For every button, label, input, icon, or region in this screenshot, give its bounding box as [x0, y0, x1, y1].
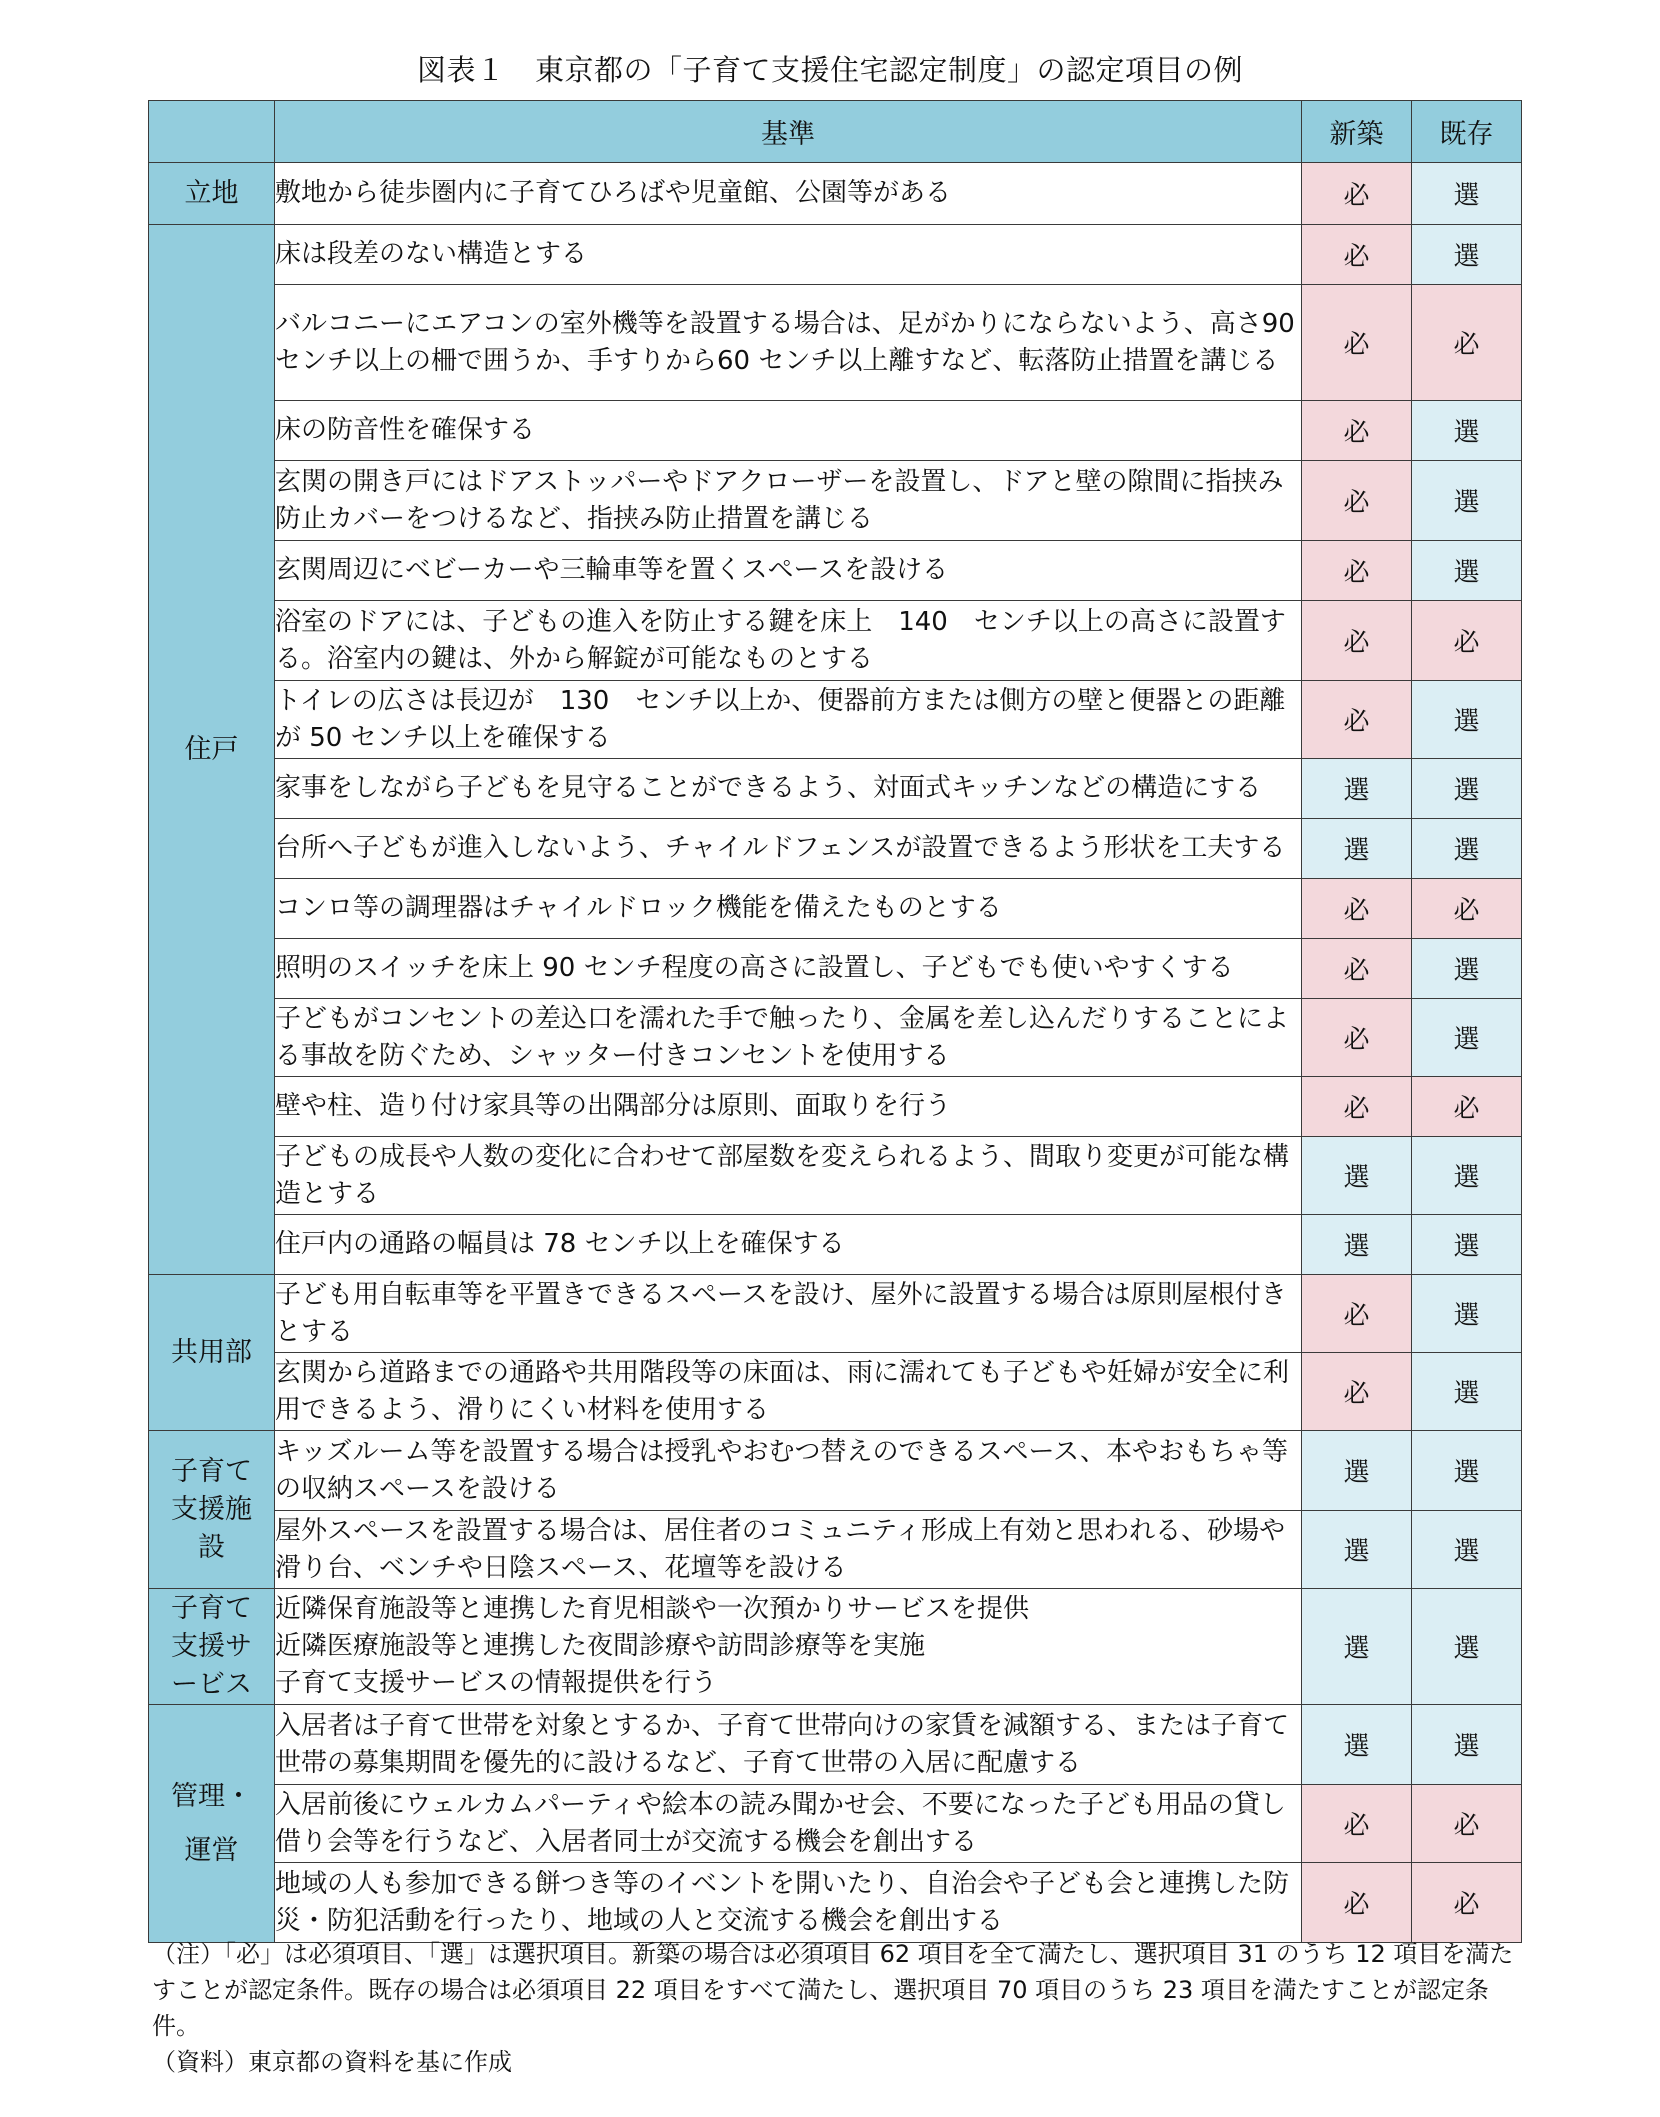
table-row	[149, 1275, 1522, 1353]
table-row	[149, 1785, 1522, 1863]
new-build-mark: 選	[1302, 759, 1412, 819]
new-build-mark: 必	[1302, 225, 1412, 285]
criteria-cell: 敷地から徒歩圏内に子育てひろばや児童館、公園等がある	[275, 163, 1302, 225]
table-row	[149, 1863, 1522, 1943]
criteria-cell: 床は段差のない構造とする	[275, 225, 1302, 285]
table-body	[149, 163, 1522, 1943]
existing-mark: 必	[1412, 1785, 1522, 1863]
category-cell	[149, 1589, 275, 1705]
table-row	[149, 1215, 1522, 1275]
existing-mark: 選	[1412, 999, 1522, 1077]
existing-mark: 必	[1412, 285, 1522, 401]
table-row	[149, 401, 1522, 461]
new-build-mark: 必	[1302, 879, 1412, 939]
new-build-mark: 選	[1302, 1705, 1412, 1785]
new-build-mark: 必	[1302, 1353, 1412, 1431]
criteria-cell	[275, 1589, 1302, 1705]
category-cell: 共用部	[149, 1275, 275, 1431]
category-line: 子育て	[171, 1455, 252, 1487]
existing-mark: 選	[1412, 759, 1522, 819]
existing-mark: 選	[1412, 1589, 1522, 1705]
header-existing: 既存	[1412, 101, 1522, 163]
figure-title: 図表１ 東京都の「子育て支援住宅認定制度」の認定項目の例	[416, 53, 1243, 87]
new-build-mark: 選	[1302, 1431, 1412, 1511]
table-row	[149, 1137, 1522, 1215]
table-row	[149, 1077, 1522, 1137]
category-line: 設	[198, 1531, 225, 1563]
table-row	[149, 999, 1522, 1077]
criteria-cell: 地域の人も参加できる餅つき等のイベントを開いたり、自治会や子ども会と連携した防災・防犯活動を行ったり、地域の人と交流する機会を創出する	[275, 1863, 1302, 1943]
header-new: 新築	[1302, 101, 1412, 163]
existing-mark: 必	[1412, 601, 1522, 681]
new-build-mark: 必	[1302, 163, 1412, 225]
criteria-cell: 家事をしながら子どもを見守ることができるよう、対面式キッチンなどの構造にする	[275, 759, 1302, 819]
criteria-cell: 照明のスイッチを床上 90 センチ程度の高さに設置し、子どもでも使いやすくする	[275, 939, 1302, 999]
note-text: （注）「必」は必須項目、「選」は選択項目。新築の場合は必須項目 62 項目を全て満たし、選択項目 31 のうち 12 項目を満たすことが認定条件。既存の場合は必須項目 22 項目をすべて満たし、選択項目 70 項目のうち 23 項目を満たすことが認定条件。	[152, 1940, 1514, 2040]
criteria-line: 近隣保育施設等と連携した育児相談や一次預かりサービスを提供	[275, 1594, 1030, 1624]
category-cell	[149, 1431, 275, 1589]
new-build-mark: 必	[1302, 1785, 1412, 1863]
existing-mark: 必	[1412, 1077, 1522, 1137]
existing-mark: 選	[1412, 1275, 1522, 1353]
category-cell	[149, 1705, 275, 1943]
table-row	[149, 461, 1522, 541]
table-row	[149, 879, 1522, 939]
existing-mark: 選	[1412, 1353, 1522, 1431]
table-row	[149, 225, 1522, 285]
header-criteria: 基準	[275, 101, 1302, 163]
new-build-mark: 必	[1302, 681, 1412, 759]
existing-mark: 選	[1412, 819, 1522, 879]
existing-mark: 選	[1412, 939, 1522, 999]
category-line: 支援サ	[171, 1630, 252, 1662]
new-build-mark: 必	[1302, 1275, 1412, 1353]
criteria-cell: 子ども用自転車等を平置きできるスペースを設け、屋外に設置する場合は原則屋根付きとする	[275, 1275, 1302, 1353]
source-text: （資料）東京都の資料を基に作成	[152, 2048, 512, 2076]
notes	[152, 1936, 1532, 2080]
existing-mark: 選	[1412, 401, 1522, 461]
new-build-mark: 必	[1302, 939, 1412, 999]
criteria-cell: 入居前後にウェルカムパーティや絵本の読み聞かせ会、不要になった子ども用品の貸し借り会等を行うなど、入居者同士が交流する機会を創出する	[275, 1785, 1302, 1863]
new-build-mark: 必	[1302, 601, 1412, 681]
criteria-cell: 台所へ子どもが進入しないよう、チャイルドフェンスが設置できるよう形状を工夫する	[275, 819, 1302, 879]
new-build-mark: 必	[1302, 285, 1412, 401]
new-build-mark: 必	[1302, 541, 1412, 601]
category-line: 運営	[184, 1834, 239, 1866]
existing-mark: 選	[1412, 1137, 1522, 1215]
existing-mark: 選	[1412, 1215, 1522, 1275]
criteria-line: 近隣医療施設等と連携した夜間診療や訪問診療等を実施	[275, 1631, 926, 1661]
new-build-mark: 選	[1302, 1137, 1412, 1215]
criteria-cell: 子どもの成長や人数の変化に合わせて部屋数を変えられるよう、間取り変更が可能な構造とする	[275, 1137, 1302, 1215]
existing-mark: 選	[1412, 1705, 1522, 1785]
criteria-cell: 浴室のドアには、子どもの進入を防止する鍵を床上 140 センチ以上の高さに設置する。浴室内の鍵は、外から解錠が可能なものとする	[275, 601, 1302, 681]
criteria-cell: 玄関周辺にベビーカーや三輪車等を置くスペースを設ける	[275, 541, 1302, 601]
table-row	[149, 1353, 1522, 1431]
criteria-cell: 屋外スペースを設置する場合は、居住者のコミュニティ形成上有効と思われる、砂場や滑り台、ベンチや日陰スペース、花壇等を設ける	[275, 1511, 1302, 1589]
table-row	[149, 939, 1522, 999]
existing-mark: 選	[1412, 541, 1522, 601]
criteria-cell: 床の防音性を確保する	[275, 401, 1302, 461]
existing-mark: 選	[1412, 681, 1522, 759]
table-row	[149, 819, 1522, 879]
existing-mark: 選	[1412, 1511, 1522, 1589]
new-build-mark: 必	[1302, 999, 1412, 1077]
table-row	[149, 601, 1522, 681]
table-row	[149, 1705, 1522, 1785]
table-row	[149, 1511, 1522, 1589]
category-cell: 立地	[149, 163, 275, 225]
new-build-mark: 選	[1302, 819, 1412, 879]
new-build-mark: 必	[1302, 461, 1412, 541]
category-line: 子育て	[171, 1592, 252, 1624]
table-row	[149, 1589, 1522, 1705]
new-build-mark: 選	[1302, 1215, 1412, 1275]
table-row	[149, 541, 1522, 601]
existing-mark: 選	[1412, 461, 1522, 541]
table-row	[149, 285, 1522, 401]
header-category	[149, 101, 275, 163]
criteria-cell: 玄関の開き戸にはドアストッパーやドアクローザーを設置し、ドアと壁の隙間に指挟み防止カバーをつけるなど、指挟み防止措置を講じる	[275, 461, 1302, 541]
existing-mark: 選	[1412, 225, 1522, 285]
new-build-mark: 必	[1302, 401, 1412, 461]
criteria-cell: 壁や柱、造り付け家具等の出隅部分は原則、面取りを行う	[275, 1077, 1302, 1137]
criteria-line: 子育て支援サービスの情報提供を行う	[275, 1668, 718, 1698]
criteria-cell: トイレの広さは長辺が 130 センチ以上か、便器前方または側方の壁と便器との距離が 50 センチ以上を確保する	[275, 681, 1302, 759]
new-build-mark: 必	[1302, 1077, 1412, 1137]
new-build-mark: 選	[1302, 1589, 1412, 1705]
table-row	[149, 1431, 1522, 1511]
existing-mark: 選	[1412, 163, 1522, 225]
new-build-mark: 必	[1302, 1863, 1412, 1943]
existing-mark: 必	[1412, 1863, 1522, 1943]
table-row	[149, 681, 1522, 759]
existing-mark: 選	[1412, 1431, 1522, 1511]
existing-mark: 必	[1412, 879, 1522, 939]
criteria-cell: 玄関から道路までの通路や共用階段等の床面は、雨に濡れても子どもや妊婦が安全に利用できるよう、滑りにくい材料を使用する	[275, 1353, 1302, 1431]
category-line: 管理・	[171, 1780, 252, 1812]
criteria-cell: 入居者は子育て世帯を対象とするか、子育て世帯向けの家賃を減額する、または子育て世帯の募集期間を優先的に設けるなど、子育て世帯の入居に配慮する	[275, 1705, 1302, 1785]
criteria-cell: バルコニーにエアコンの室外機等を設置する場合は、足がかりにならないよう、高さ90 センチ以上の柵で囲うか、手すりから60 センチ以上離すなど、転落防止措置を講じる	[275, 285, 1302, 401]
category-line: 支援施	[171, 1493, 252, 1525]
table-row	[149, 163, 1522, 225]
criteria-cell: 子どもがコンセントの差込口を濡れた手で触ったり、金属を差し込んだりすることによる事故を防ぐため、シャッター付きコンセントを使用する	[275, 999, 1302, 1077]
category-cell: 住戸	[149, 225, 275, 1275]
criteria-cell: キッズルーム等を設置する場合は授乳やおむつ替えのできるスペース、本やおもちゃ等の収納スペースを設ける	[275, 1431, 1302, 1511]
category-line: ービス	[171, 1668, 252, 1700]
table-row	[149, 759, 1522, 819]
new-build-mark: 選	[1302, 1511, 1412, 1589]
criteria-cell: 住戸内の通路の幅員は 78 センチ以上を確保する	[275, 1215, 1302, 1275]
criteria-cell: コンロ等の調理器はチャイルドロック機能を備えたものとする	[275, 879, 1302, 939]
certification-table	[148, 100, 1522, 1943]
